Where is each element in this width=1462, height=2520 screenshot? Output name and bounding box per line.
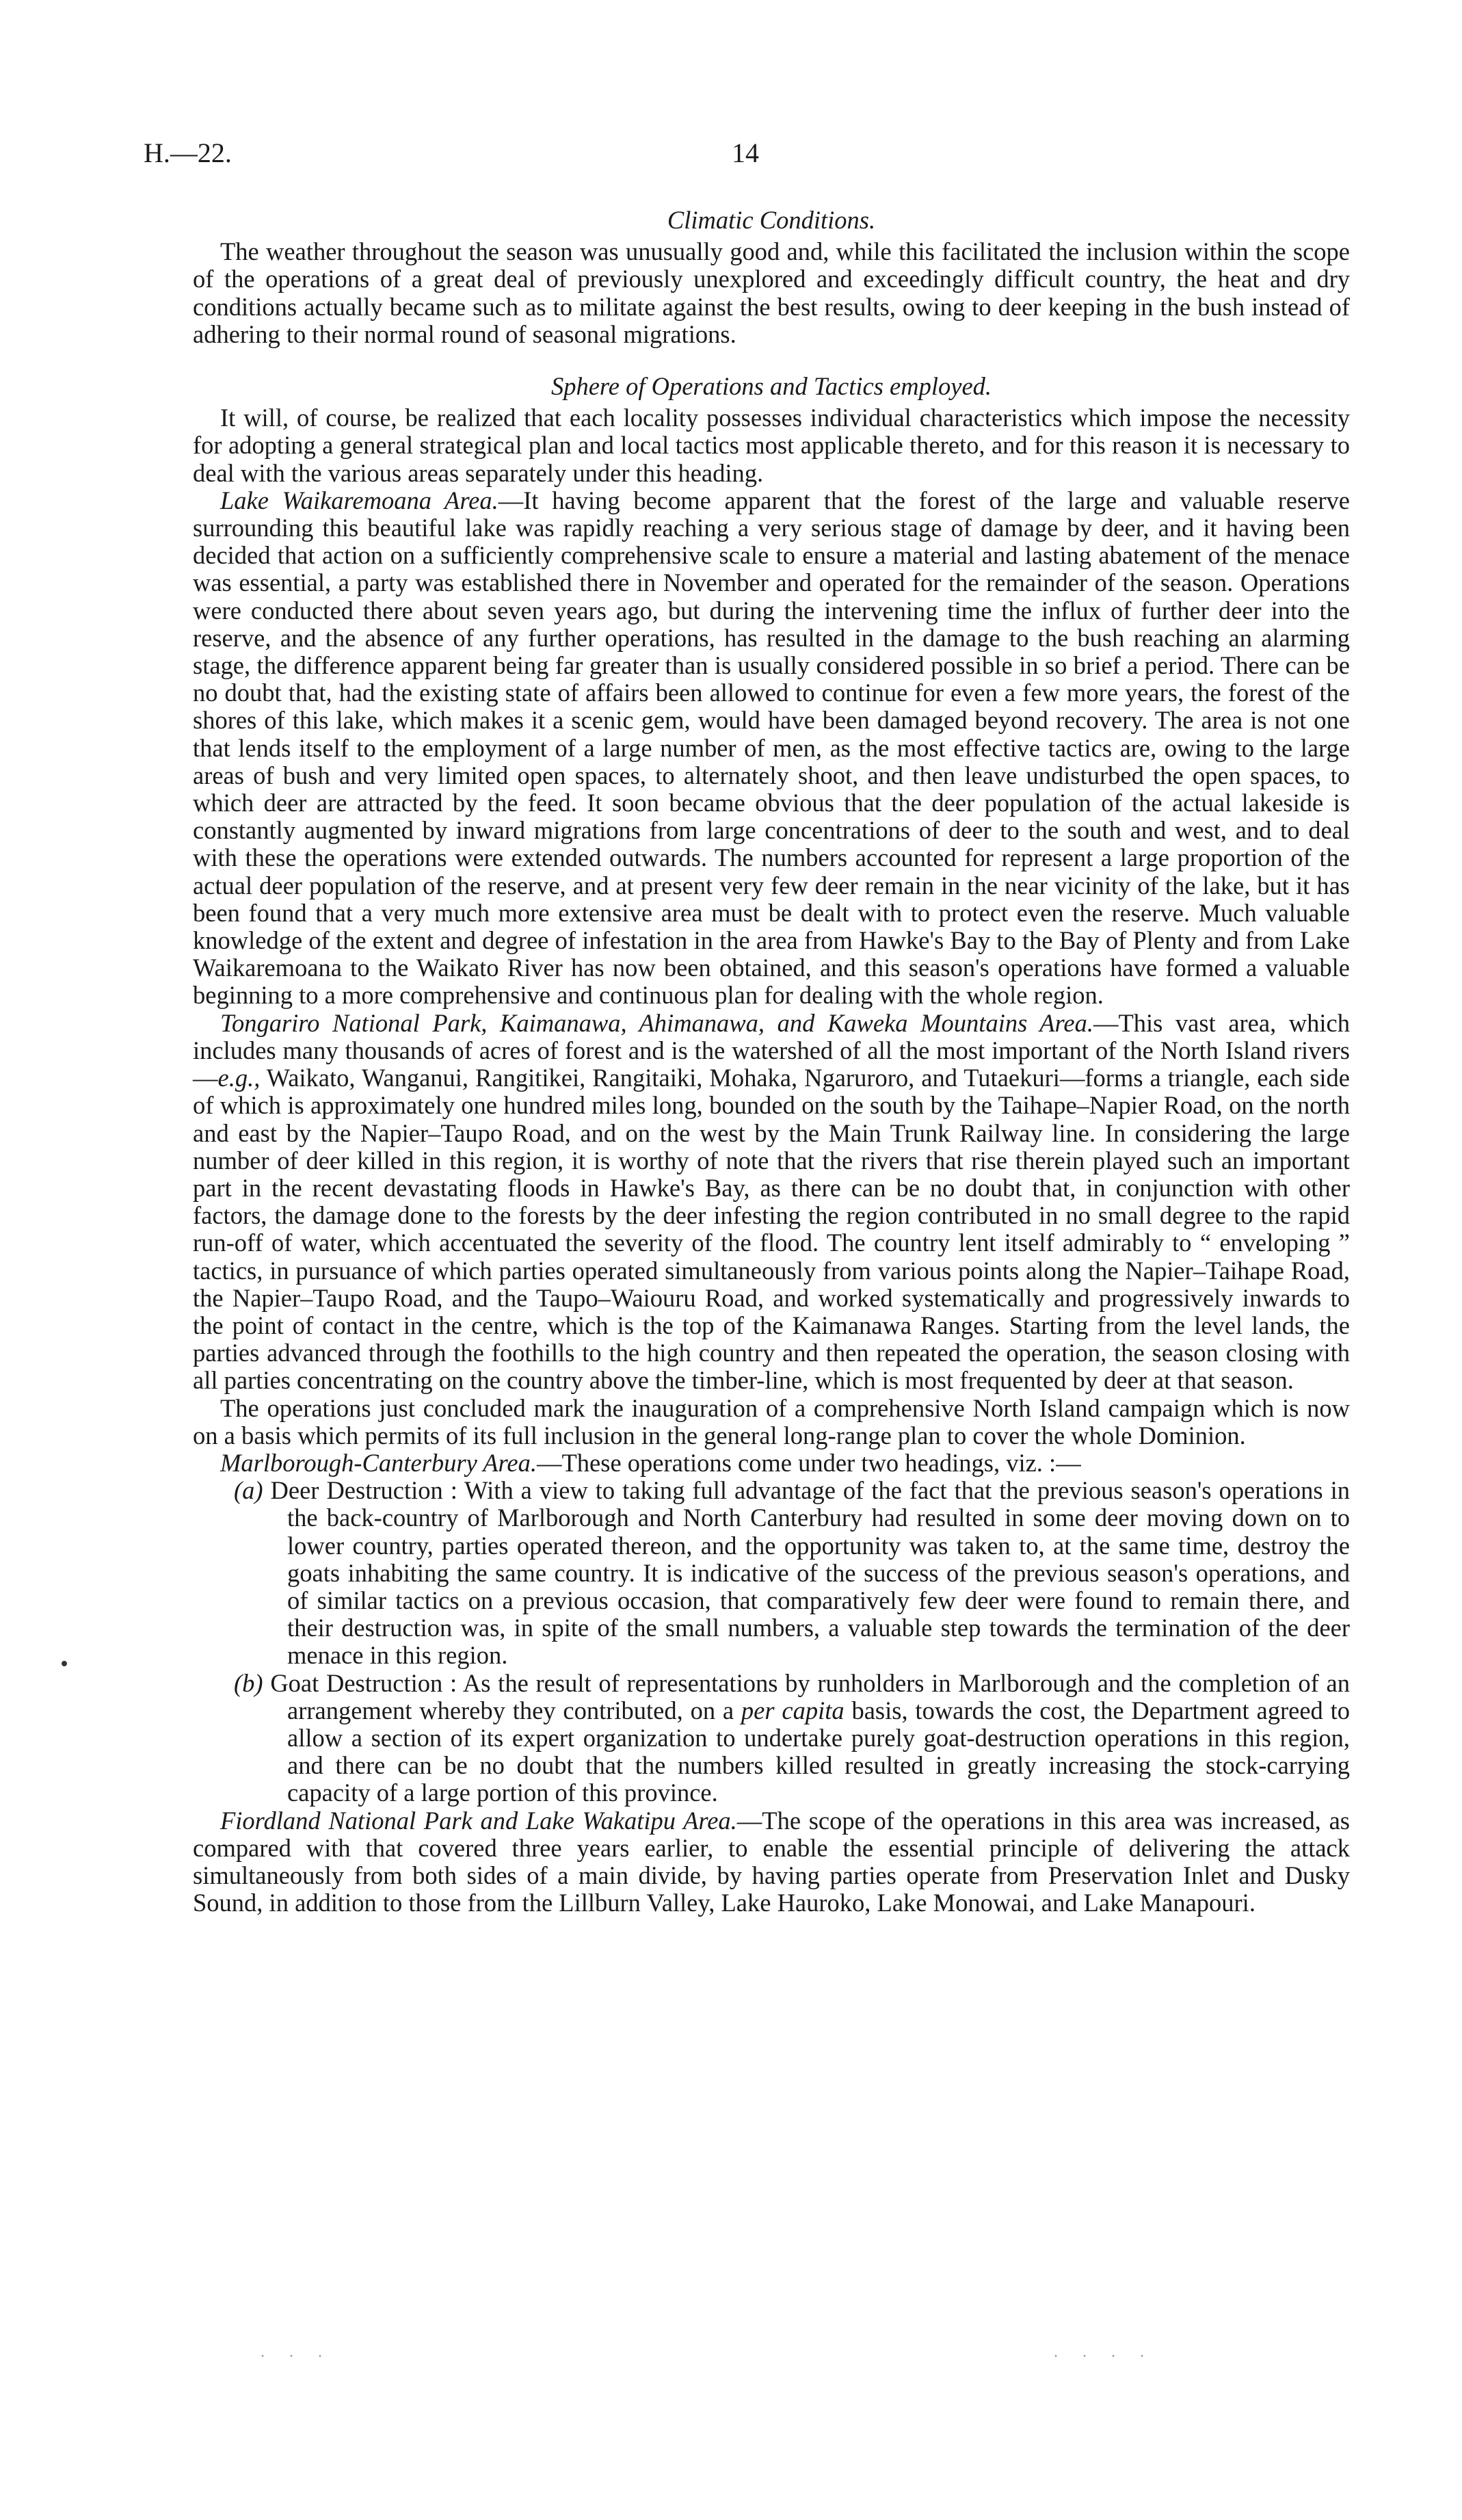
scan-artifact-dots: · · · (260, 2348, 332, 2365)
list-text-b-a: Goat Destruction : As the result of representations by runholders in Marlborough and the completion of an arrangement whereby they contributed, on a (270, 1668, 1351, 1724)
paragraph-marlborough-canterbury (193, 1449, 1350, 1477)
paragraph-sphere-intro: It will, of course, be realized that each locality possesses individual characteristics which impose the necessity for adopting a general strategical plan and local tactics most applicable thereto, and for this reason it is necessary to deal with the various areas separately under this heading. (193, 404, 1350, 487)
list-text-b-b: basis, towards the cost, the Department agreed to allow a section of its expert organization to undertake purely goat-destruction operations in this region, and there can be no doubt that the numbers killed resulted in greatly increasing the stock-carrying capacity of a large portion of this province. (287, 1696, 1350, 1807)
text-fiordland: —The scope of the operations in this area was increased, as compared with that covered three years earlier, to enable the essential principle of delivering the attack simultaneously from both sides of a main divide, by having parties operate from Preservation Inlet and Dusky Sound, in addition to those from the Lillburn Valley, Lake Hauroko, Lake Monowai, and Lake Manapouri. (193, 1806, 1350, 1917)
text-tongariro-a: —This vast area, which includes many thousands of acres of forest and is the watershed of all the most important of the North Island rivers— (193, 1008, 1350, 1092)
text-marlborough-canterbury: —These operations come under two headings, viz. :— (537, 1448, 1081, 1477)
heading-climatic-conditions: Climatic Conditions. (667, 206, 876, 234)
list-label-b: (b) (234, 1668, 263, 1697)
paragraph-fiordland (193, 1807, 1350, 1917)
page-number: 14 (732, 137, 759, 168)
page-header (144, 137, 1347, 178)
paragraph-north-island-campaign: The operations just concluded mark the inauguration of a comprehensive North Island campaign which is now on a basis which permits of its full inclusion in the general long-range plan to cover the whole Dominion. (193, 1393, 1350, 1449)
list-text-a: Deer Destruction : With a view to taking full advantage of the fact that the previous season's operations in the back-country of Marlborough and North Canterbury had resulted in some deer moving down on to lower country, parties operated thereon, and the opportunity was taken to, at the same time, destroy the goats inhabiting the same country. It is indicative of the success of the previous season's operations, and of similar tactics on a previous occasion, that comparatively few deer were found to remain there, and their destruction was, in spite of the small numbers, a valuable step towards the termination of the deer menace in this region. (270, 1476, 1350, 1670)
heading-sphere-of-operations: Sphere of Operations and Tactics employed. (550, 372, 992, 401)
document-reference: H.—22. (144, 137, 232, 168)
lead-marlborough-canterbury: Marlborough-Canterbury Area. (220, 1448, 537, 1477)
list-item-goat-destruction (234, 1670, 1350, 1807)
list-label-a: (a) (234, 1476, 263, 1505)
lead-lake-waikaremoana: Lake Waikaremoana Area. (220, 486, 499, 514)
paragraph-tongariro (193, 1010, 1350, 1395)
list-item-deer-destruction (234, 1477, 1350, 1669)
margin-mark (62, 1661, 67, 1666)
lead-tongariro: Tongariro National Park, Kaimanawa, Ahimanawa, and Kaweka Mountains Area. (220, 1008, 1093, 1037)
lead-fiordland: Fiordland National Park and Lake Wakatipu Area. (220, 1806, 737, 1835)
text-tongariro-eg: e.g., (217, 1064, 261, 1092)
document-body (193, 207, 1350, 1917)
paragraph-climatic-conditions: The weather throughout the season was unusually good and, while this facilitated the inclusion within the scope of the operations of a great deal of previously unexplored and exceedingly difficult country, the heat and dry conditions actually became such as to militate against the best results, owing to deer keeping in the bush instead of adhering to their normal round of seasonal migrations. (193, 237, 1350, 348)
text-lake-waikaremoana: —It having become apparent that the forest of the large and valuable reserve surrounding this beautiful lake was rapidly reaching a very serious stage of damage by deer, and it having been decided that action on a sufficiently comprehensive scale to ensure a material and lasting abatement of the menace was essential, a party was established there in November and operated for the remainder of the season. Operations were conducted there about seven years ago, but during the intervening time the influx of further deer into the reserve, and the absence of any further operations, has resulted in the damage to the bush reaching an alarming stage, the difference apparent being far greater than is usually considered possible in so brief a period. There can be no doubt that, had the existing state of affairs been allowed to continue for even a few more years, the forest of the shores of this lake, which makes it a scenic gem, would have been damaged beyond recovery. The area is not one that lends itself to the employment of a large number of men, as the most effective tactics are, owing to the large areas of bush and very limited open spaces, to alternately shoot, and then leave undisturbed the open spaces, to which deer are attracted by the feed. It soon became obvious that the deer population of the actual lakeside is constantly augmented by inward migrations from large concentrations of deer to the south and west, and to deal with these the operations were extended outwards. The numbers accounted for represent a large proportion of the actual deer population of the reserve, and at present very few deer remain in the near vicinity of the lake, but it has been found that a very much more extensive area must be dealt with to protect even the reserve. Much valuable knowledge of the extent and degree of infestation in the area from Hawke's Bay to the Bay of Plenty and from Lake Waikaremoana to the Waikato River has now been obtained, and this season's operations have formed a valuable beginning to a more comprehensive and continuous plan for dealing with the whole region. (193, 486, 1350, 1010)
paragraph-lake-waikaremoana (193, 487, 1350, 1010)
list-text-b-italic: per capita (741, 1696, 845, 1724)
scan-artifact-dots: · · · · (1053, 2348, 1154, 2365)
text-tongariro-b: Waikato, Wanganui, Rangitikei, Rangitaiki, Mohaka, Ngaruroro, and Tutaekuri—forms a triangle, each side of which is approximately one hundred miles long, bounded on the south by the Taihape–Napier Road, on the north and east by the Napier–Taupo Road, and on the west by the Main Trunk Railway line. In considering the large number of deer killed in this region, it is worthy of note that the rivers that rise therein played such an important part in the recent devastating floods in Hawke's Bay, as there can be no doubt that, in conjunction with other factors, the damage done to the forests by the deer infesting the region contributed in no small degree to the rapid run-off of water, which accentuated the severity of the flood. The country lent itself admirably to “ enveloping ” tactics, in pursuance of which parties operated simultaneously from various points along the Napier–Taihape Road, the Napier–Taupo Road, and the Taupo–Waiouru Road, and worked systematically and progressively inwards to the point of contact in the centre, which is the top of the Kaimanawa Ranges. Starting from the level lands, the parties advanced through the foothills to the high country and then repeated the operation, the season closing with all parties concentrating on the country above the timber-line, which is most frequented by deer at that season. (193, 1064, 1350, 1395)
